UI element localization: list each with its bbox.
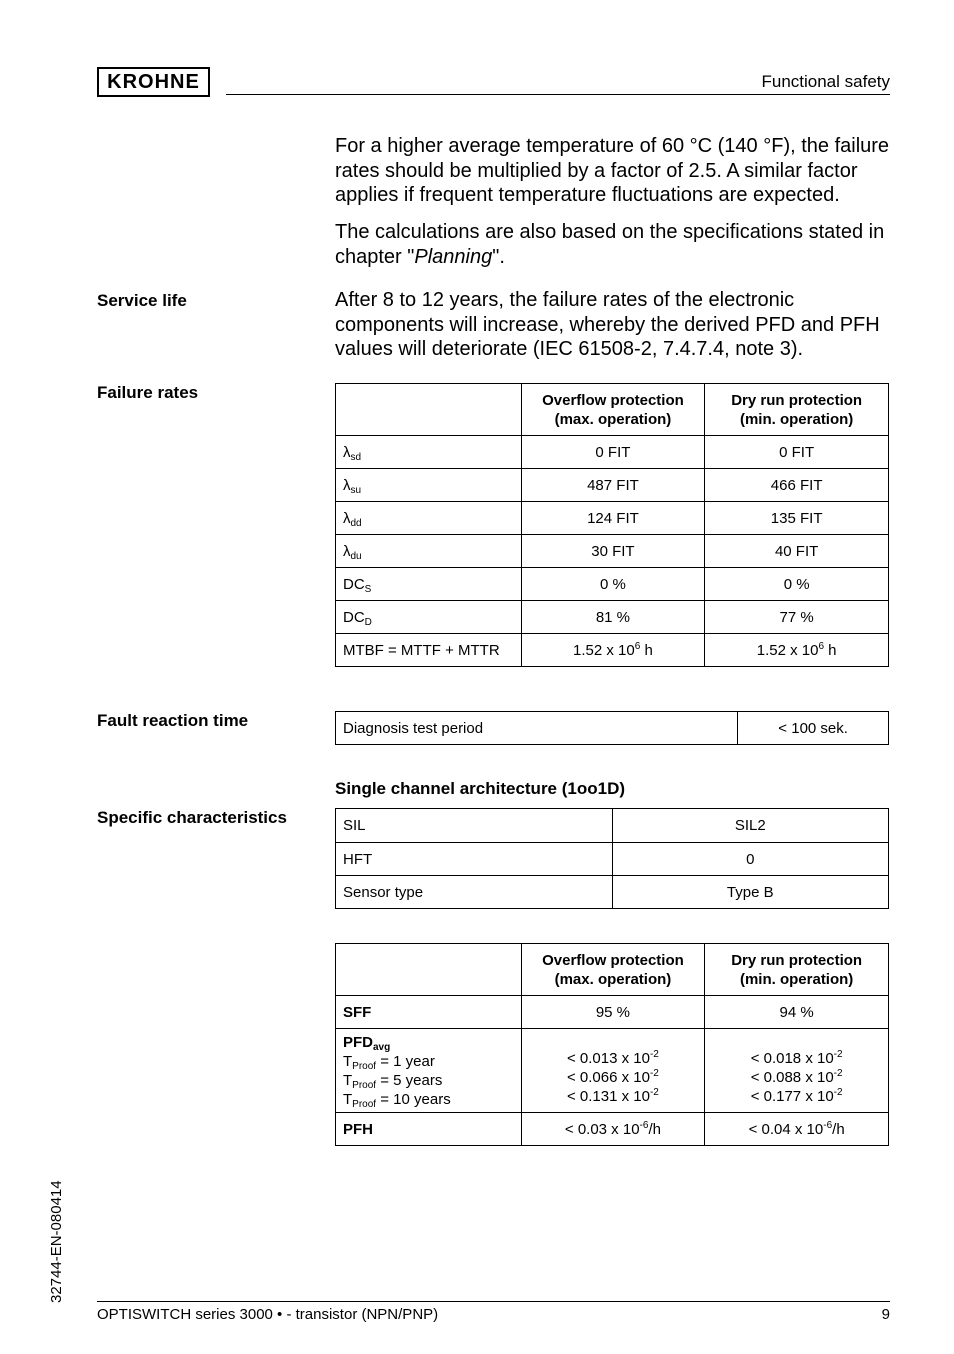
architecture-heading: Single channel architecture (1oo1D) <box>335 779 626 798</box>
pfd-row: $PFD_{avg}$ $T_{Proof} = 1$ year $T_{Proof} = 5$ years $T_{Proof} = 10$ years < 0.013 x $10^{-2}$ < 0.066 x $10^{-2}$ < 0.131 x $10^{-2}$ < 0.018 x $10^{-2}$ < 0.088 x $10^{-2}$ < 0.177 x $10^{-2}$ <box>336 1029 889 1113</box>
krohne-logo <box>97 67 210 97</box>
section-title: Functional safety <box>761 72 890 91</box>
dry-run-protection-header: Dry run protection (min. operation) <box>705 384 889 436</box>
overflow-protection-header: Overflow protection (max. operation) <box>521 384 705 436</box>
footer-divider <box>97 1301 890 1302</box>
footer-product: OPTISWITCH series 3000 • - transistor (NPN/PNP) <box>97 1306 439 1323</box>
table-row: HFT 0 <box>336 843 889 876</box>
pfh-row: PFH < 0.03 x $10^{-6}/h$ < 0.04 x $10^{-6}/h$ <box>336 1113 889 1146</box>
intro-paragraph-2: The calculations are also based on the specifications stated in chapter "Planning". <box>335 221 885 268</box>
table-row: $\lambda_{du}$ 30 FIT 40 FIT <box>336 535 889 568</box>
service-life-text: After 8 to 12 years, the failure rates of the electronic components will increase, whereby the derived PFD and PFH values will deteriorate (IEC 61508-2, 7.4.7.4, note 3). <box>335 289 880 360</box>
table-row: $\lambda_{sd}$ 0 FIT 0 FIT <box>336 436 889 469</box>
overflow-protection-header: Overflow protection (max. operation) <box>521 944 705 996</box>
document-number: 32744-EN-080414 <box>48 1180 65 1303</box>
table-row: Sensor type Type B <box>336 876 889 909</box>
service-life-label: Service life <box>97 291 187 310</box>
header-divider <box>226 94 890 95</box>
empty-header-cell <box>336 944 522 996</box>
mtbf-row: MTBF = MTTF + MTTR 1.52 x $10^6$ h 1.52 x $10^6$ h <box>336 634 889 667</box>
failure-rates-table <box>335 383 889 667</box>
dry-run-protection-header: Dry run protection (min. operation) <box>705 944 889 996</box>
sff-row: SFF 95 % 94 % <box>336 996 889 1029</box>
safety-characteristics-table <box>335 943 889 1146</box>
failure-rates-label: Failure rates <box>97 383 199 402</box>
fault-reaction-table <box>335 711 889 745</box>
table-row: $\lambda_{dd}$ 124 FIT 135 FIT <box>336 502 889 535</box>
table-row: Diagnosis test period < 100 sek. <box>336 712 889 745</box>
intro-paragraph-1: For a higher average temperature of 60 °C (140 °F), the failure rates should be multiplied by a factor of 2.5. A similar factor applies if frequent temperature fluctuations are expected. <box>335 135 890 206</box>
table-row: $\lambda_{su}$ 487 FIT 466 FIT <box>336 469 889 502</box>
table-header-row <box>336 944 889 996</box>
page-number: 9 <box>881 1306 890 1323</box>
table-header-row <box>336 384 889 436</box>
empty-header-cell <box>336 384 522 436</box>
logo-text: KROHNE <box>107 70 200 93</box>
specific-characteristics-label: Specific characteristics <box>97 808 287 827</box>
fault-reaction-label: Fault reaction time <box>97 711 249 730</box>
architecture-table <box>335 808 889 909</box>
table-row: $DC_D$ 81 % 77 % <box>336 601 889 634</box>
table-row: $DC_S$ 0 % 0 % <box>336 568 889 601</box>
table-row: SIL SIL2 <box>336 809 889 843</box>
